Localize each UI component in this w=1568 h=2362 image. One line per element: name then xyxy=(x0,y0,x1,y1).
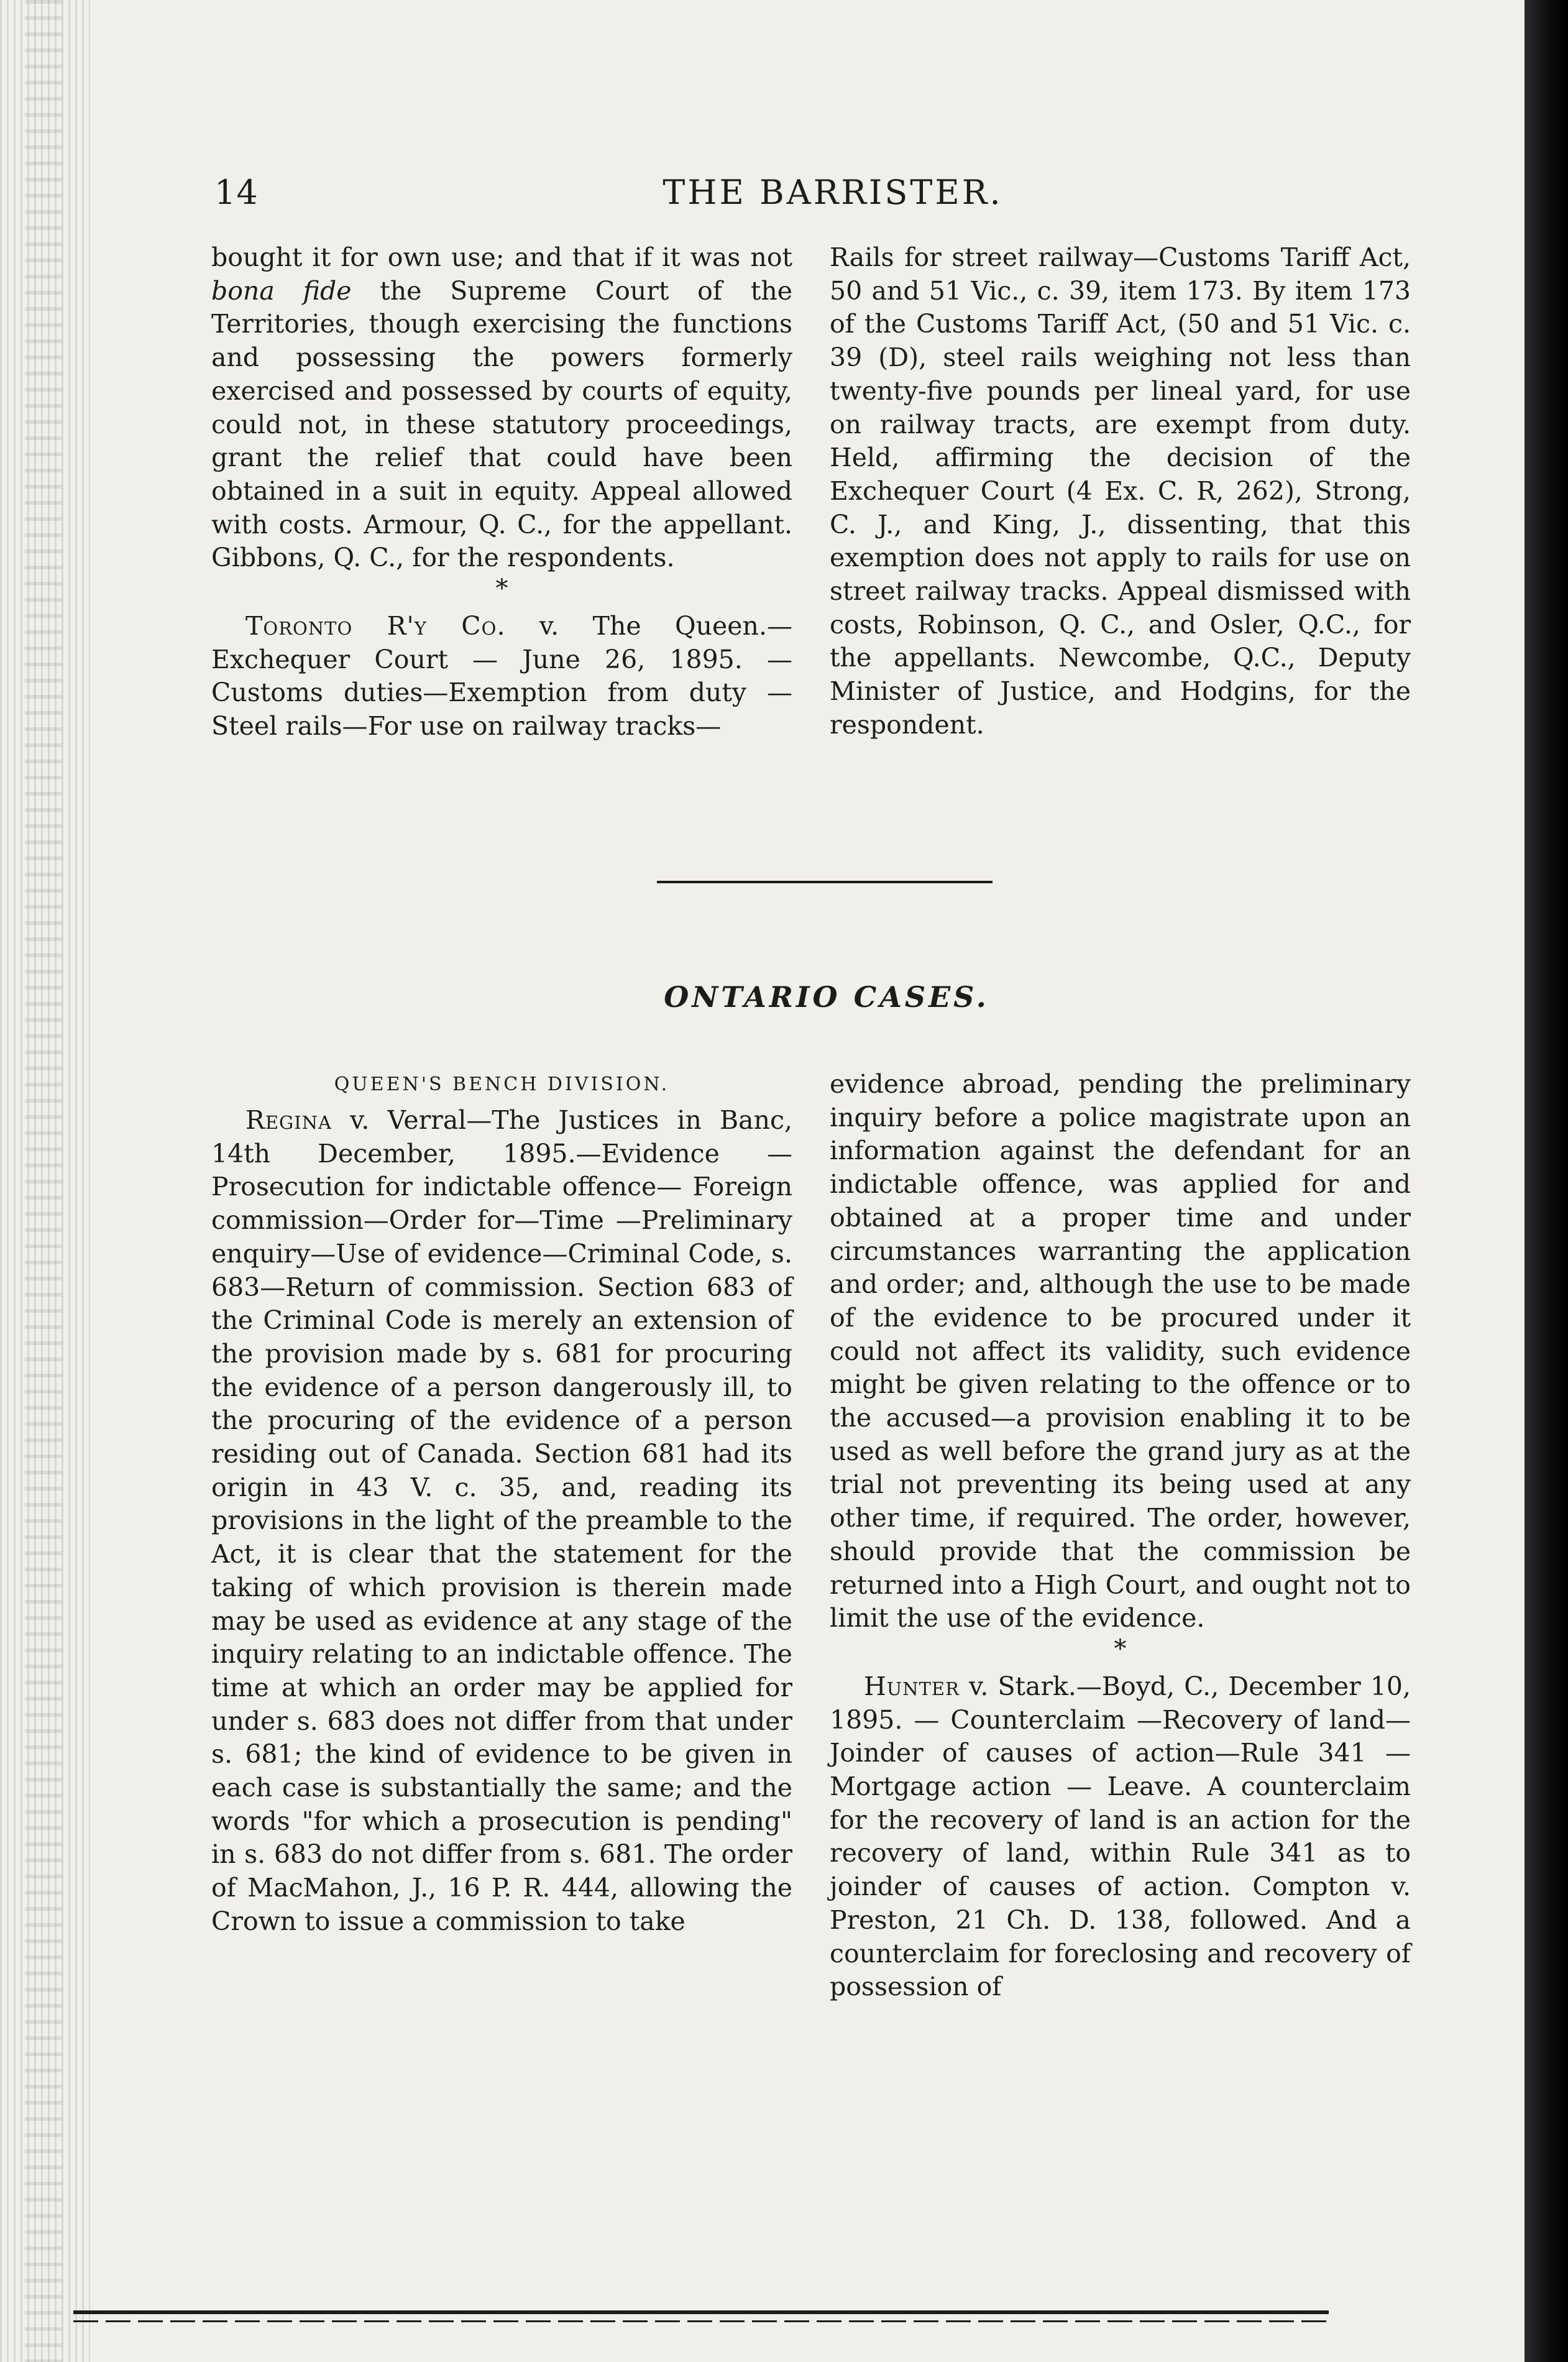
running-title: THE BARRISTER. xyxy=(663,173,1003,212)
paragraph: evidence abroad, pending the preliminary inquiry before a police magistrate upon an information against the defendant for an indictable offence, was applied for and obtained at a proper time and under circumstances warranting the application and order; and, although the use to be made of the evidence to be procured under it could not affect its validity, such evidence might be given relating to the offence or to the accused—a provision enabling it to be used as well before the grand jury as at the trial not preventing its being used at any other time, if required. The order, however, should provide that the commission be returned into a High Court, and ought not to limit the use of the evidence. xyxy=(830,1069,1411,1634)
bottom-rule-secondary xyxy=(73,2320,1329,2322)
paragraph: Hunter v. Stark.—Boyd, C., December 10, 1895. — Counterclaim —Recovery of land—Joinder of causes of action—Rule 341 — Mortgage action — Leave. A counterclaim for the recovery of land is an action for the recovery of land, within Rule 341 as to joinder of causes of action. Compton v. Preston, 21 Ch. D. 138, followed. And a counterclaim for foreclosing and recovery of possession of xyxy=(830,1671,1411,2002)
bottom-left-column xyxy=(211,1069,792,1939)
separator-asterisk: * xyxy=(1114,1634,1127,1663)
paragraph: Toronto R'y Co. v. The Queen.—Exchequer Court — June 26, 1895. —Customs duties—Exemption from duty —Steel rails—For use on railway tracks— xyxy=(211,611,792,742)
bottom-right-column xyxy=(830,1068,1411,2004)
page-number: 14 xyxy=(214,173,259,212)
paragraph: Regina v. Verral—The Justices in Banc, 14th December, 1895.—Evidence —Prosecution for indictable offence— Foreign commission—Order for—Time —Preliminary enquiry—Use of evidence—Criminal Code, s. 683—Return of commission. Section 683 of the Criminal Code is merely an extension of the provision made by s. 681 for procuring the evidence of a person dangerously ill, to the procuring of the evidence of a person residing out of Canada. Section 681 had its origin in 43 V. c. 35, and, reading its provisions in the light of the preamble to the Act, it is clear that the statement for the taking of which provision is therein made may be used as evidence at any stage of the inquiry relating to an indictable offence. The time at which an order may be applied for under s. 683 does not differ from that under s. 681; the kind of evidence to be given in each case is substantially the same; and the words "for which a prosecution is pending" in s. 683 do not differ from s. 681. The order of MacMahon, J., 16 P. R. 444, allowing the Crown to issue a commission to take xyxy=(211,1105,792,1936)
top-left-column xyxy=(211,241,792,743)
subheading: QUEEN'S BENCH DIVISION. xyxy=(334,1073,670,1095)
paragraph: Rails for street railway—Customs Tariff Act, 50 and 51 Vic., c. 39, item 173. By item 173 of the Customs Tariff Act, (50 and 51 Vic. c. 39 (D), steel rails weighing not less than twenty-five pounds per lineal yard, for use on railway tracts, are exempt from duty. Held, affirming the decision of the Exchequer Court (4 Ex. C. R, 262), Strong, C. J., and King, J., dissenting, that this exemption does not apply to rails for use on street railway tracks. Appeal dismissed with costs, Robinson, Q. C., and Osler, Q.C., for the appellants. Newcombe, Q.C., Deputy Minister of Justice, and Hodgins, for the respondent. xyxy=(830,242,1411,740)
section-divider xyxy=(657,881,993,883)
separator-asterisk: * xyxy=(495,574,508,604)
bottom-rule xyxy=(73,2310,1329,2314)
scan-edge-right xyxy=(1524,0,1568,2362)
paragraph: bought it for own use; and that if it was not bona fide the Supreme Court of the Territories, though exercising the functions and possessing the powers formerly exercised and possessed by courts of equity, could not, in these statutory proceedings, grant the relief that could have been obtained in a suit in equity. Appeal allowed with costs. Armour, Q. C., for the appellant. Gibbons, Q. C., for the respondents. xyxy=(211,242,793,573)
scan-edge-left xyxy=(0,0,90,2362)
top-right-column xyxy=(830,241,1411,742)
section-title: ONTARIO CASES. xyxy=(664,980,989,1014)
